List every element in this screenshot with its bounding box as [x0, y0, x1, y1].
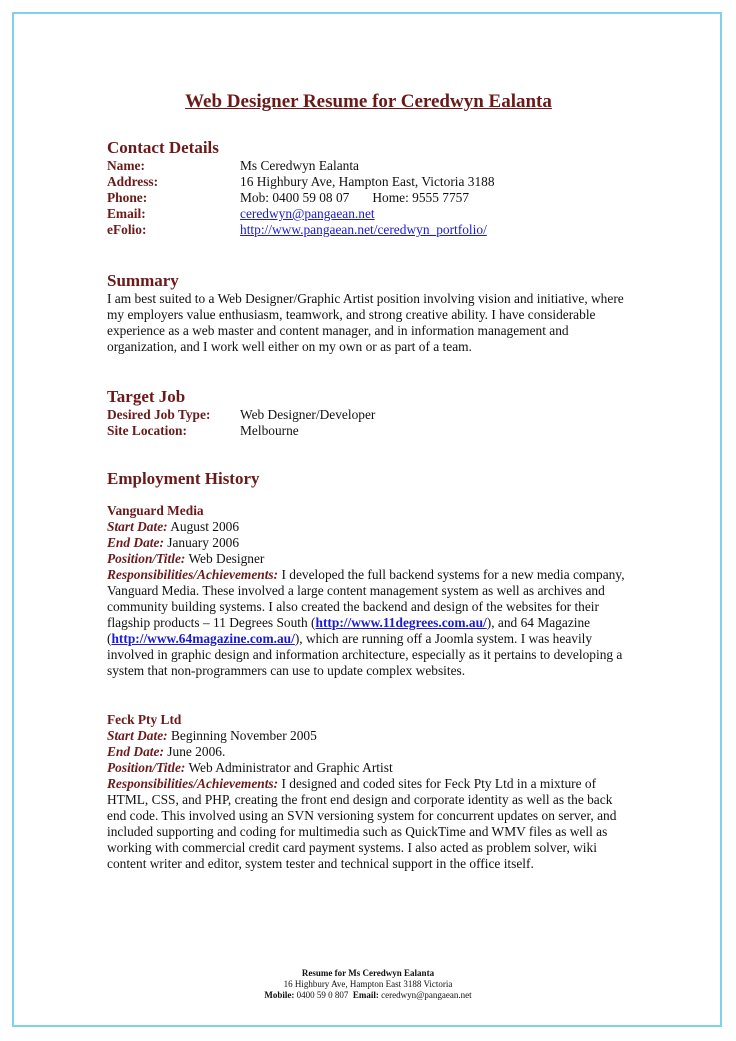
end-date-value: June 2006.: [167, 744, 226, 759]
position-row: [107, 551, 632, 567]
site-location-label: Site Location:: [107, 423, 187, 438]
contact-efolio-row: [107, 222, 632, 238]
employment-section: [107, 469, 632, 872]
footer-line-3: [0, 990, 736, 1001]
position-value: Web Administrator and Graphic Artist: [188, 760, 393, 775]
job-type-label: Desired Job Type:: [107, 407, 211, 422]
job-type-row: [107, 407, 632, 423]
end-date-row: [107, 744, 632, 760]
end-date-label: End Date:: [107, 744, 164, 759]
footer-email: ceredwyn@pangaean.net: [381, 990, 472, 1000]
resume-page: [107, 90, 632, 872]
job-type-value: Web Designer/Developer: [240, 407, 376, 422]
responsibilities-text: [107, 776, 632, 872]
page-title: Web Designer Resume for Ceredwyn Ealanta: [185, 91, 552, 112]
link-64magazine[interactable]: http://www.64magazine.com.au/: [111, 631, 295, 646]
address-value: 16 Highbury Ave, Hampton East, Victoria 3188: [240, 174, 495, 189]
summary-section: [107, 271, 632, 355]
efolio-label: eFolio:: [107, 222, 147, 237]
email-link[interactable]: ceredwyn@pangaean.net: [240, 206, 375, 221]
phone-home: Home: 9555 7757: [372, 190, 470, 205]
name-label: Name:: [107, 158, 145, 173]
site-location-row: [107, 423, 632, 439]
name-value: Ms Ceredwyn Ealanta: [240, 158, 359, 173]
start-date-label: Start Date:: [107, 519, 168, 534]
footer-mobile-label: Mobile:: [264, 990, 295, 1000]
target-job-section: [107, 387, 632, 439]
position-label: Position/Title:: [107, 760, 186, 775]
start-date-value: August 2006: [170, 519, 240, 534]
responsibilities-label: Responsibilities/Achievements:: [107, 776, 279, 791]
end-date-value: January 2006: [167, 535, 240, 550]
responsibilities-text: [107, 567, 632, 679]
page-footer: [0, 968, 736, 1001]
efolio-link[interactable]: http://www.pangaean.net/ceredwyn_portfolio/: [240, 222, 487, 237]
end-date-row: [107, 535, 632, 551]
target-heading: Target Job: [107, 387, 186, 406]
responsibilities-label: Responsibilities/Achievements:: [107, 567, 279, 582]
contact-heading: Contact Details: [107, 138, 219, 157]
job-entry: [107, 712, 632, 872]
start-date-label: Start Date:: [107, 728, 168, 743]
contact-section: [107, 138, 632, 238]
contact-phone-row: [107, 190, 632, 206]
footer-mobile: 0400 59 0 807: [296, 990, 349, 1000]
responsibilities-part: I designed and coded sites for Feck Pty Ltd in a mixture of HTML, CSS, and PHP, creating the front end design and corporate identity as well as the back end code. This involved using an SVN versioning system for concurrent updates on server, and included supporting and coding for multimedia such as QuickTime and WMV files as well as working with commercial credit card payment systems. I also acted as problem solver, wiki content writer and editor, system tester and technical support in the office itself.: [107, 776, 617, 871]
contact-email-row: [107, 206, 632, 222]
phone-mobile: Mob: 0400 59 08 07: [240, 190, 350, 205]
responsibilities-part: ), which are running off a Joomla system. I was heavily involved in graphic design and information architecture, especially as it pertains to developing a system that non-programmers can use to update complex websites.: [107, 631, 623, 678]
summary-text: I am best suited to a Web Designer/Graphic Artist position involving vision and initiative, where my employers value enthusiasm, teamwork, and strong creative ability. I have considerable experience as a web master and content manager, and in information management and organization, and I work well either on my own or as part of a team.: [107, 291, 624, 354]
summary-heading: Summary: [107, 271, 179, 290]
job-entry: [107, 503, 632, 679]
responsibilities-part: I developed the full backend systems for a new media company, Vanguard Media. These involved a large content management system as well as archives and community building systems. I also created the backend and design of the websites for their flagship products – 11 Degrees South (: [107, 567, 625, 630]
contact-name-row: [107, 158, 632, 174]
footer-email-label: Email:: [352, 990, 379, 1000]
phone-value: [240, 190, 632, 206]
company-name: Feck Pty Ltd: [107, 712, 182, 727]
site-location-value: Melbourne: [240, 423, 299, 438]
start-date-row: [107, 519, 632, 535]
email-label: Email:: [107, 206, 146, 221]
footer-line-2: 16 Highbury Ave, Hampton East 3188 Victoria: [283, 979, 453, 989]
footer-line-1: Resume for Ms Ceredwyn Ealanta: [301, 968, 435, 978]
employment-heading: Employment History: [107, 469, 260, 488]
link-11degrees[interactable]: http://www.11degrees.com.au/: [315, 615, 487, 630]
start-date-row: [107, 728, 632, 744]
address-label: Address:: [107, 174, 159, 189]
phone-label: Phone:: [107, 190, 148, 205]
position-label: Position/Title:: [107, 551, 186, 566]
position-row: [107, 760, 632, 776]
responsibilities-part: ), and 64 Magazine (: [107, 615, 591, 646]
company-name: Vanguard Media: [107, 503, 204, 518]
end-date-label: End Date:: [107, 535, 164, 550]
start-date-value: Beginning November 2005: [171, 728, 317, 743]
contact-address-row: [107, 174, 632, 190]
position-value: Web Designer: [188, 551, 265, 566]
